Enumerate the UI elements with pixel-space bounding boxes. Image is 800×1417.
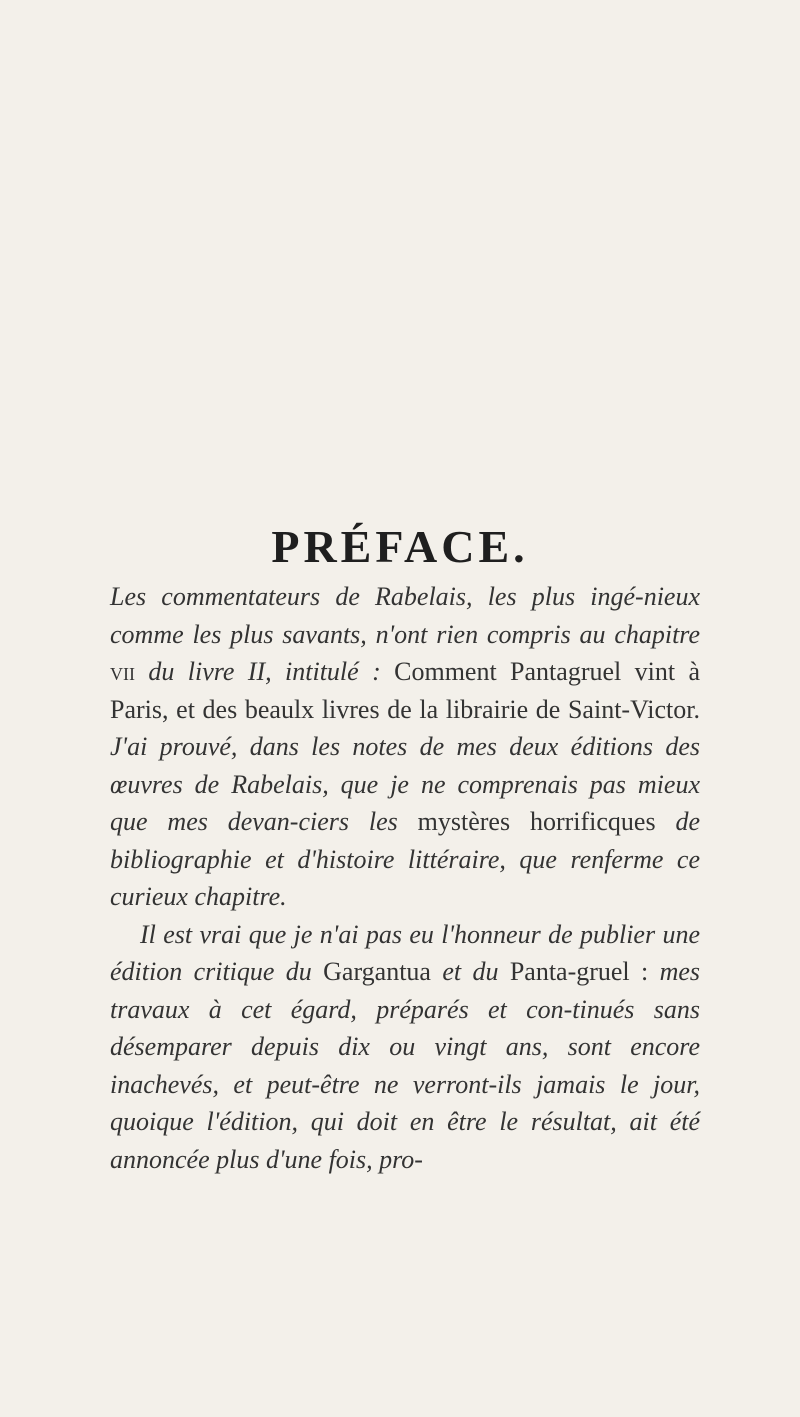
paragraph-2-span-4: Panta-gruel : [509, 957, 649, 986]
paragraph-1 [110, 578, 700, 916]
paragraph-2-span-5: mes travaux à cet égard, préparés et con-tinués sans désemparer depuis dix ou vingt ans, sont encore inachevés, et peut-être ne verront-ils jamais le jour, quoique l'édition, qui doit en être le résultat, ait été annoncée plus d'une fois, pro- [110, 957, 701, 1174]
paragraph-2-span-1: Il est vrai que je n'ai pas eu l'honneur de publier une édition critique du [110, 919, 700, 986]
preface-text [110, 578, 700, 1178]
paragraph-1-span-3: du livre II, intitulé : [148, 657, 381, 686]
paragraph-1-span-4: Comment Pantagruel vint à Paris, et des beaulx livres de la librairie de Saint-Victor. [110, 657, 700, 724]
paragraph-1-span-2: vii [110, 657, 135, 686]
page-title: PRÉFACE. [271, 521, 529, 572]
paragraph-2 [110, 916, 700, 1179]
paragraph-2-span-3: et du [442, 957, 499, 986]
paragraph-1-span-7: de bibliographie et d'histoire littéraire, que renferme ce curieux chapitre. [110, 807, 701, 911]
paragraph-1-span-6: mystères horrificques [417, 807, 656, 836]
paragraph-1-span-1: Les commentateurs de Rabelais, les plus ingé-nieux comme les plus savants, n'ont rien compris au chapitre [110, 582, 700, 649]
paragraph-1-span-5: J'ai prouvé, dans les notes de mes deux éditions des œuvres de Rabelais, que je ne comprenais pas mieux que mes devan-ciers les [110, 732, 700, 836]
paragraph-2-span-2: Gargantua [323, 957, 431, 986]
